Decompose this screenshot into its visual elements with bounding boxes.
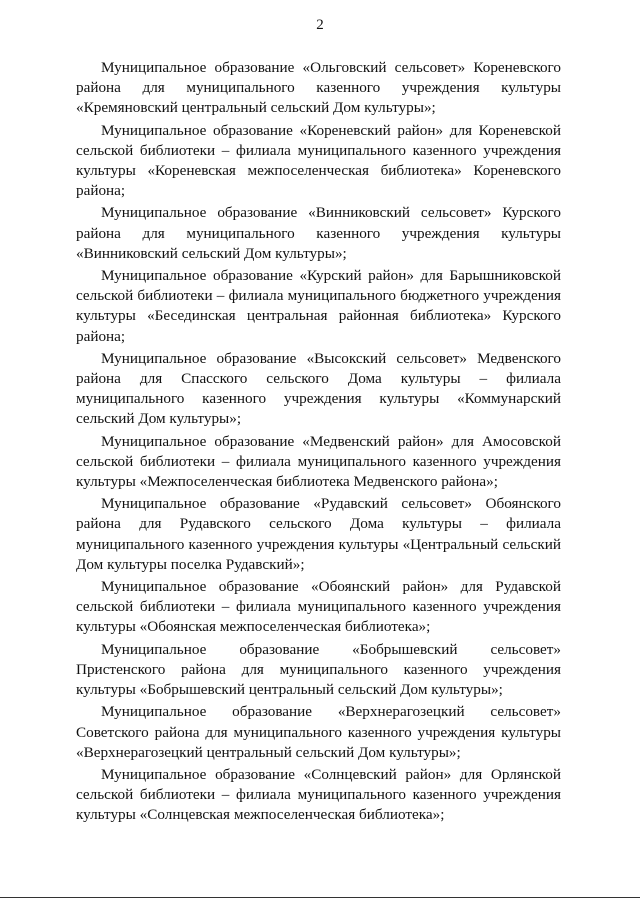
paragraph-medvensky: Муниципальное образование «Медвенский район» для Амосовской сельской библиотеки – филиала муниципального казенного учреждения культуры «Межпоселенческая библиотека Медвенского района»; [76, 432, 561, 491]
paragraph-verkhneragozetsky: Муниципальное образование «Верхнерагозецкий сельсовет» Советского района для муниципального казенного учреждения культуры «Верхнерагозецкий центральный сельский Дом культуры»; [76, 703, 561, 761]
paragraph-olgovsky: Муниципальное образование «Ольговский сельсовет» Кореневского района для муниципального казенного учреждения культуры «Кремяновский центральный сельский Дом культуры»; [76, 59, 561, 117]
paragraph-kursky: Муниципальное образование «Курский район» для Барышниковской сельской библиотеки – филиала муниципального бюджетного учреждения культуры «Бесединская центральная районная библиотека» Курского района; [76, 267, 561, 345]
page-number: 2 [316, 17, 324, 33]
paragraph-rudavsky: Муниципальное образование «Рудавский сельсовет» Обоянского района для Рудавского сельского Дома культуры – филиала муниципального казенного учреждения культуры «Центральный сельский Дом культуры поселка Рудавский»; [76, 495, 561, 573]
page-bottom-divider [0, 897, 640, 898]
paragraph-vysoksky: Муниципальное образование «Высокский сельсовет» Медвенского района для Спасского сельского Дома культуры – филиала муниципального казенного учреждения культуры «Коммунарский сельский Дом культуры»; [76, 349, 561, 428]
document-body [76, 58, 561, 828]
paragraph-korenevsky: Муниципальное образование «Кореневский район» для Кореневской сельской библиотеки – филиала муниципального казенного учреждения культуры «Кореневская межпоселенческая библиотека» Кореневского района; [76, 121, 561, 200]
paragraph-bobryshevsky: Муниципальное образование «Бобрышевский сельсовет» Пристенского района для муниципального казенного учреждения культуры «Бобрышевский центральный сельский Дом культуры»; [76, 640, 561, 699]
paragraph-vinnikovsky: Муниципальное образование «Винниковский сельсовет» Курского района для муниципального казенного учреждения культуры «Винниковский сельский Дом культуры»; [76, 204, 561, 262]
paragraph-solntsevsky: Муниципальное образование «Солнцевский район» для Орлянской сельской библиотеки – филиала муниципального казенного учреждения культуры «Солнцевская межпоселенческая библиотека»; [76, 765, 561, 824]
paragraph-oboyansky: Муниципальное образование «Обоянский район» для Рудавской сельской библиотеки – филиала муниципального казенного учреждения культуры «Обоянская межпоселенческая библиотека»; [76, 578, 561, 636]
